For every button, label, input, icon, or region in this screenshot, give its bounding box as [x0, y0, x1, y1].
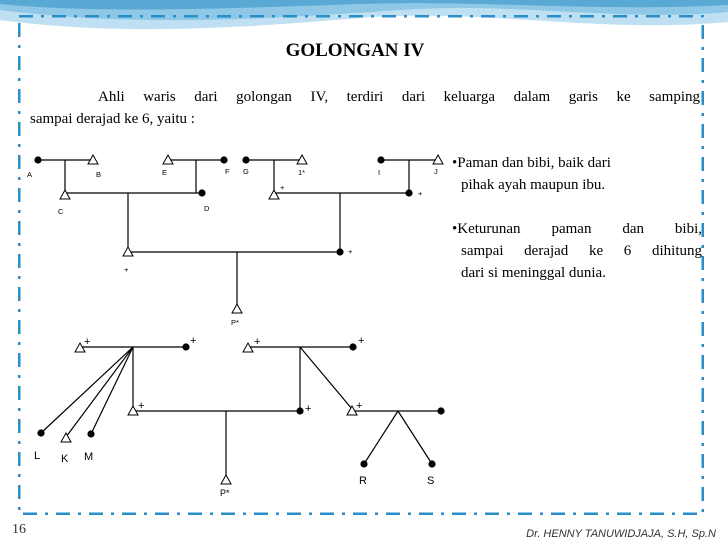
- label-f: F: [225, 167, 230, 176]
- label-d: D: [204, 204, 210, 213]
- node-d: [198, 189, 205, 196]
- node-p-bottom: [221, 475, 231, 484]
- label-r: R: [359, 475, 367, 487]
- label-plus-j-spouse: +: [418, 189, 423, 198]
- tree-lines: [38, 160, 441, 478]
- label-i: I: [378, 168, 381, 177]
- label-g: G: [243, 167, 249, 176]
- node-i: [377, 156, 384, 163]
- node-br-right: [349, 343, 356, 350]
- bullet1-line-2: pihak ayah maupun ibu.: [461, 177, 606, 193]
- slide-title: GOLONGAN IV: [285, 40, 425, 61]
- intro-line-1: Ahli waris dari golongan IV, terdiri dari keluarga dalam garis ke samping: [98, 89, 700, 105]
- label-s: S: [427, 475, 435, 487]
- bullet1-line-1: •Paman dan bibi, baik dari: [452, 155, 611, 171]
- label-plus-mid-left: +: [138, 400, 145, 412]
- page-number: 16: [12, 522, 26, 537]
- node-c: [60, 190, 70, 199]
- bullet2-line-3: dari si meninggal dunia.: [461, 265, 606, 281]
- node-bl-right: [182, 343, 189, 350]
- label-plus-mid-right: +: [305, 403, 312, 415]
- label-b: B: [96, 170, 102, 179]
- author-credit: Dr. HENNY TANUWIDJAJA, S.H, Sp.N: [526, 528, 716, 540]
- label-m: M: [84, 451, 94, 463]
- intro-line-2: sampai derajad ke 6, yaitu :: [30, 111, 195, 127]
- label-1: 1*: [298, 168, 306, 177]
- label-c: C: [58, 207, 64, 216]
- label-j: J: [434, 167, 438, 176]
- node-far-right: [437, 407, 444, 414]
- label-a: A: [27, 170, 33, 179]
- label-plus-parent-right: +: [348, 247, 353, 256]
- label-plus-bl-right: +: [190, 335, 197, 347]
- label-plus-br-right: +: [358, 335, 365, 347]
- node-l: [37, 429, 44, 436]
- label-plus-g-child: +: [280, 183, 285, 192]
- label-l: L: [34, 450, 41, 462]
- node-j-spouse: [405, 189, 412, 196]
- label-plus-right-branch: +: [356, 400, 363, 412]
- node-r: [360, 460, 367, 467]
- node-g: [242, 156, 249, 163]
- label-p-top: P*: [231, 318, 239, 327]
- node-f: [220, 156, 227, 163]
- label-e: E: [162, 168, 168, 177]
- male-markers: [60, 155, 443, 484]
- node-parent-right: [336, 248, 343, 255]
- bullet2-line-1: •Keturunan paman dan bibi,: [452, 221, 702, 237]
- node-mid-right: [296, 407, 303, 414]
- label-plus-parent-left: +: [124, 265, 129, 274]
- node-g-child: [269, 190, 279, 199]
- label-plus-bl-left: +: [84, 336, 91, 348]
- node-m: [87, 430, 94, 437]
- label-plus-br-left: +: [254, 336, 261, 348]
- node-a: [34, 156, 41, 163]
- bullet2-line-2: sampai derajad ke 6 dihitung: [461, 243, 702, 259]
- label-k: K: [61, 453, 69, 465]
- node-s: [428, 460, 435, 467]
- label-p-bottom: P*: [220, 488, 230, 498]
- node-p-top: [232, 304, 242, 313]
- node-k: [61, 433, 71, 442]
